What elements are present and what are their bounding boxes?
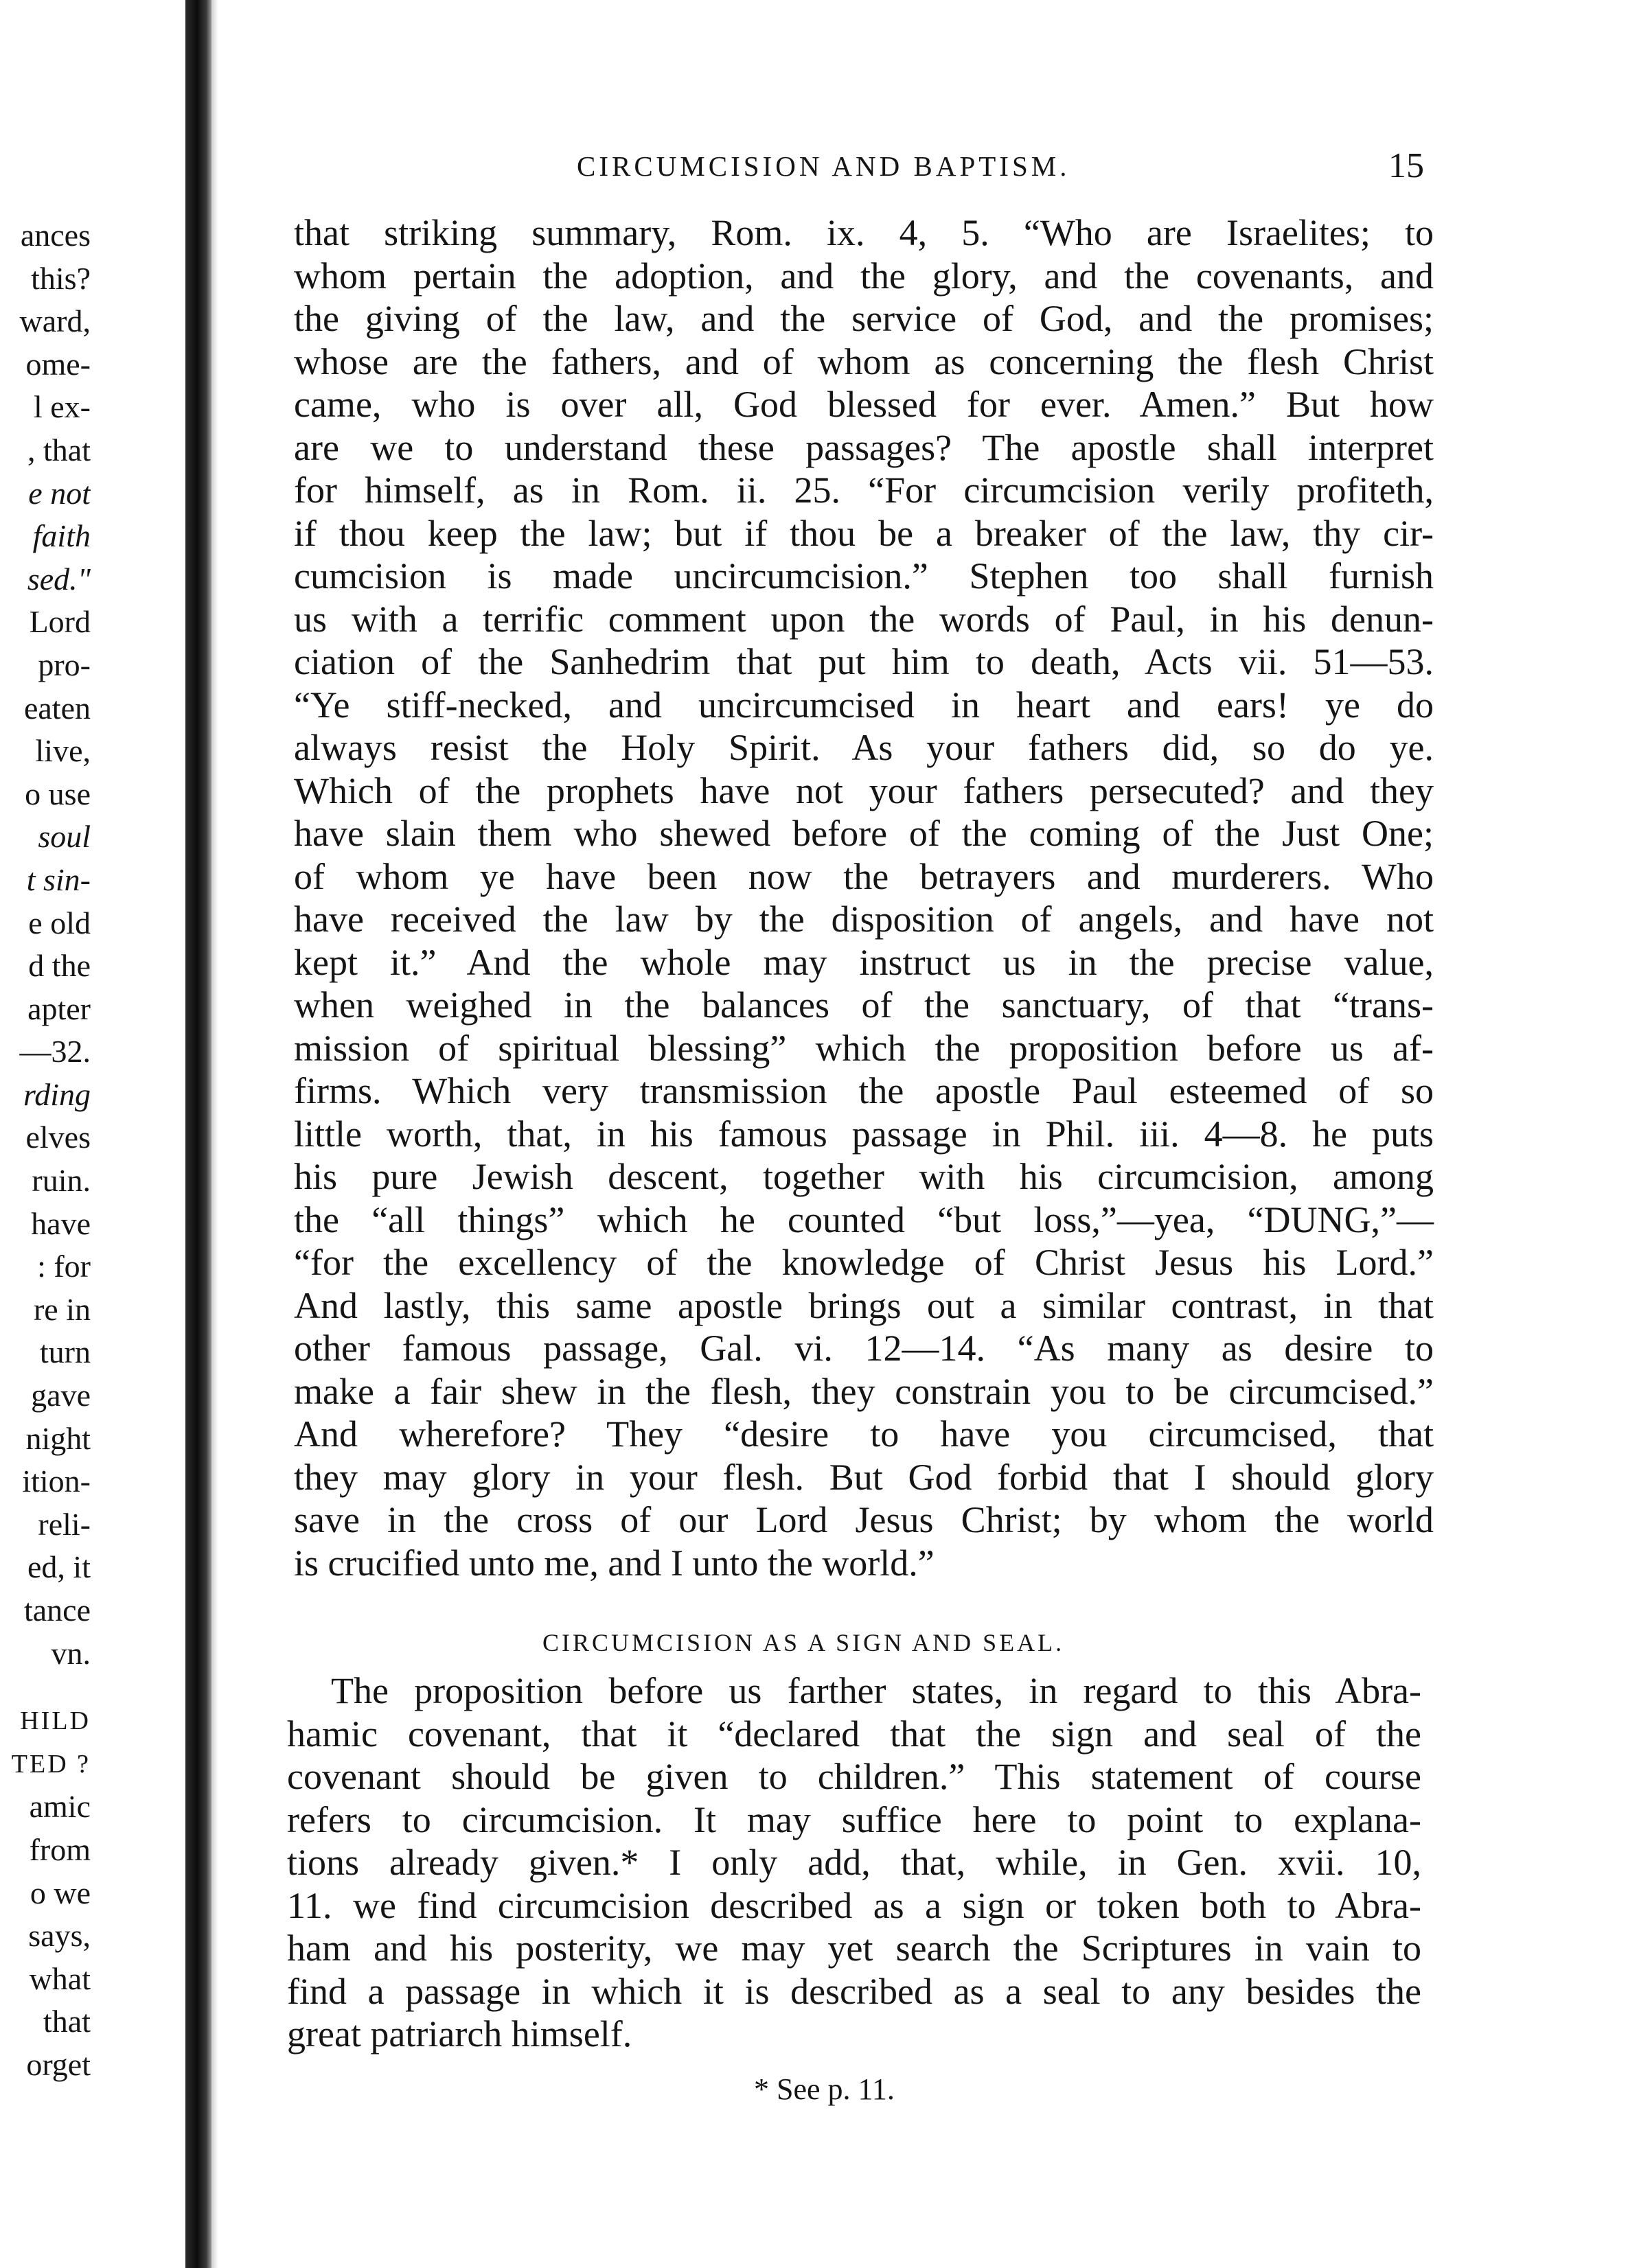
fragment-line: d the	[28, 948, 91, 984]
text-line: ham and his posterity, we may yet search the Scriptures in vain to	[287, 1928, 1421, 1969]
fragment-line: have	[31, 1205, 91, 1241]
text-line: ciation of the Sanhedrim that put him to death, Acts vii. 51—53.	[294, 641, 1434, 682]
footnote: * See p. 11.	[754, 2072, 895, 2106]
text-line: kept it.” And the whole may instruct us in the precise value,	[294, 941, 1434, 983]
section-heading: CIRCUMCISION AS A SIGN AND SEAL.	[542, 1629, 1065, 1656]
main-body-text	[294, 211, 1434, 1584]
text-line: “for the excellency of the knowledge of Christ Jesus his Lord.”	[294, 1242, 1434, 1283]
text-line: The proposition before us farther states, in regard to this Abra-	[331, 1670, 1421, 1711]
fragment-line: , that	[27, 432, 91, 467]
text-line: for himself, as in Rom. ii. 25. “For circumcision verily profiteth,	[294, 470, 1434, 511]
text-line: if thou keep the law; but if thou be a breaker of the law, thy cir-	[294, 512, 1434, 554]
text-line: is crucified unto me, and I unto the world.”	[294, 1542, 935, 1584]
text-line: covenant should be given to children.” This statement of course	[287, 1756, 1421, 1797]
fragment-line: from	[29, 1831, 91, 1867]
gutter-edge	[211, 0, 218, 2268]
text-line: “Ye stiff-necked, and uncircumcised in heart and ears! ye do	[294, 684, 1434, 726]
fragment-line: sed."	[27, 561, 91, 597]
fragment-line: ed, it	[27, 1549, 91, 1585]
text-line: us with a terrific comment upon the words of Paul, in his denun-	[294, 598, 1434, 640]
text-line: little worth, that, in his famous passage in Phil. iii. 4—8. he puts	[294, 1113, 1434, 1155]
text-line: 11. we find circumcision described as a sign or token both to Abra-	[287, 1884, 1421, 1926]
fragment-line: this?	[31, 260, 91, 296]
fragment-line: reli-	[38, 1506, 91, 1542]
left-page-fragment	[0, 214, 91, 2087]
fragment-line: pro-	[38, 647, 91, 682]
fragment-line: tance	[23, 1593, 91, 1628]
page-number: 15	[1388, 146, 1424, 185]
text-line: whose are the fathers, and of whom as concerning the flesh Christ	[294, 340, 1434, 382]
fragment-line: live,	[35, 733, 91, 769]
text-line: that striking summary, Rom. ix. 4, 5. “Who are Israelites; to	[294, 212, 1434, 253]
fragment-line: HILD	[20, 1706, 91, 1736]
text-line: mission of spiritual blessing” which the proposition before us af-	[294, 1027, 1434, 1069]
text-line: other famous passage, Gal. vi. 12—14. “As many as desire to	[294, 1328, 1434, 1369]
fragment-gap	[0, 1675, 91, 1700]
section-body-text	[287, 1669, 1421, 2056]
text-line: have slain them who shewed before of the coming of the Just One;	[294, 813, 1434, 854]
fragment-line: what	[29, 1960, 91, 1996]
text-line: are we to understand these passages? The apostle shall interpret	[294, 426, 1434, 468]
fragment-line: re in	[33, 1291, 91, 1327]
text-line: cumcision is made uncircumcision.” Stephen too shall furnish	[294, 555, 1434, 597]
text-line: Which of the prophets have not your fathers persecuted? and they	[294, 769, 1434, 811]
fragment-line: ruin.	[32, 1163, 91, 1199]
fragment-line: —32.	[19, 1034, 91, 1069]
fragment-line: t sin-	[26, 861, 91, 897]
book-gutter	[185, 0, 211, 2268]
text-line: they may glory in your flesh. But God forbid that I should glory	[294, 1456, 1434, 1498]
text-line: great patriarch himself.	[287, 2013, 632, 2055]
text-line: refers to circumcision. It may suffice here to point to explana-	[287, 1798, 1421, 1840]
fragment-line: night	[25, 1420, 91, 1456]
fragment-line: gave	[31, 1378, 91, 1413]
text-line: always resist the Holy Spirit. As your fathers did, so do ye.	[294, 727, 1434, 768]
fragment-line: amic	[29, 1789, 91, 1825]
text-line: whom pertain the adoption, and the glory, and the covenants, and	[294, 255, 1434, 297]
text-line: find a passage in which it is described as a seal to any besides the	[287, 1970, 1421, 2012]
fragment-line: that	[43, 2004, 91, 2039]
fragment-line: Lord	[29, 604, 91, 640]
fragment-line: says,	[28, 1918, 91, 1954]
fragment-line: TED ?	[11, 1749, 91, 1779]
running-head: CIRCUMCISION AND BAPTISM.	[577, 150, 1070, 182]
text-line: make a fair shew in the flesh, they constrain you to be circumcised.”	[294, 1370, 1434, 1412]
fragment-line: soul	[38, 819, 91, 855]
text-line: the giving of the law, and the service of God, and the promises;	[294, 298, 1434, 339]
text-line: tions already given.* I only add, that, while, in Gen. xvii. 10,	[287, 1842, 1421, 1883]
text-line: came, who is over all, God blessed for ever. Amen.” But how	[294, 384, 1434, 425]
fragment-line: e old	[28, 905, 91, 940]
text-line: the “all things” which he counted “but loss,”—yea, “DUNG,”—	[294, 1199, 1434, 1240]
fragment-line: o use	[25, 776, 91, 811]
fragment-line: eaten	[23, 690, 91, 726]
fragment-line: o we	[30, 1875, 91, 1910]
text-line: his pure Jewish descent, together with his circumcision, among	[294, 1156, 1434, 1197]
fragment-line: ances	[20, 218, 91, 253]
fragment-line: e not	[28, 475, 91, 511]
fragment-line: turn	[39, 1334, 91, 1370]
fragment-line: vn.	[51, 1635, 91, 1671]
fragment-line: ition-	[22, 1463, 91, 1499]
text-line: when weighed in the balances of the sanctuary, of that “trans-	[294, 984, 1434, 1026]
fragment-line: orget	[26, 2046, 91, 2082]
fragment-line: : for	[37, 1249, 91, 1284]
text-line: And wherefore? They “desire to have you circumcised, that	[294, 1413, 1434, 1455]
fragment-line: rding	[23, 1076, 91, 1112]
fragment-line: l ex-	[33, 389, 91, 425]
fragment-line: ward,	[19, 303, 91, 339]
text-line: And lastly, this same apostle brings out a similar contrast, in that	[294, 1284, 1434, 1326]
text-line: firms. Which very transmission the apostle Paul esteemed of so	[294, 1070, 1434, 1111]
fragment-line: apter	[27, 991, 91, 1026]
fragment-line: faith	[32, 518, 91, 554]
text-line: hamic covenant, that it “declared that the sign and seal of the	[287, 1713, 1421, 1755]
fragment-line: elves	[25, 1120, 91, 1155]
fragment-line: ome-	[25, 346, 91, 382]
text-line: save in the cross of our Lord Jesus Christ; by whom the world	[294, 1499, 1434, 1540]
text-line: have received the law by the disposition of angels, and have not	[294, 899, 1434, 940]
text-line: of whom ye have been now the betrayers and murderers. Who	[294, 855, 1434, 897]
